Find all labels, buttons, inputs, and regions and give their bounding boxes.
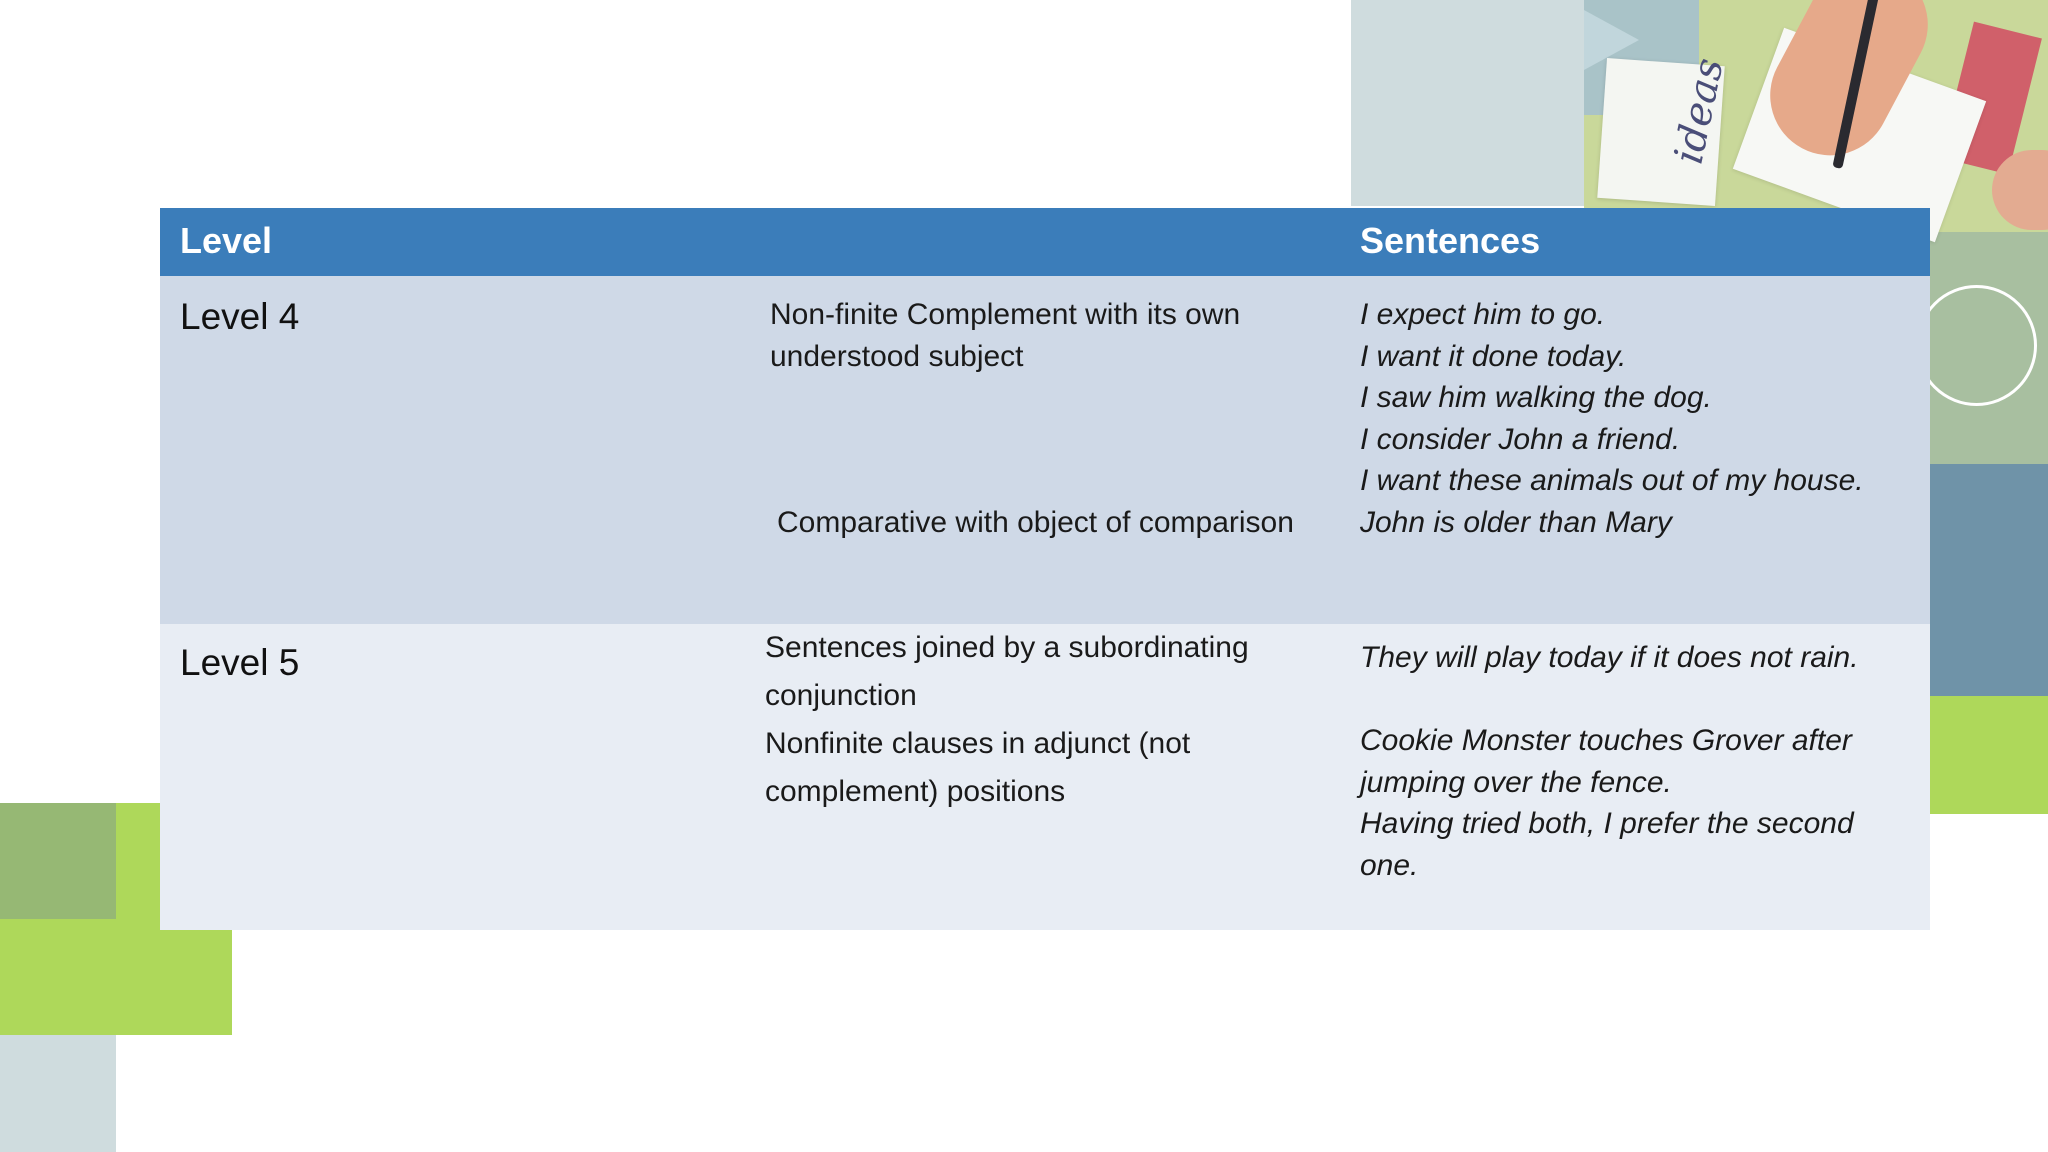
example-sentence: I consider John a friend. xyxy=(1360,422,1681,456)
example-sentence: Cookie Monster touches Grover after jumping over the fence. xyxy=(1360,724,1852,799)
decor-block-gray-bottom xyxy=(0,1035,116,1152)
structure-description: Non-finite Complement with its own understood subject xyxy=(770,298,1241,373)
table-row-level-4 xyxy=(160,276,1930,624)
decor-block-green-wide xyxy=(0,919,232,1035)
example-sentences xyxy=(1360,294,1920,544)
decor-block-steel xyxy=(1930,464,2048,696)
header-level: Level xyxy=(180,220,273,261)
structure-description: Sentences joined by a subordinating conjunction xyxy=(765,631,1249,712)
globe-icon xyxy=(1916,285,2037,406)
decor-block-olive xyxy=(0,803,116,919)
example-sentence: They will play today if it does not rain. xyxy=(1360,641,1859,674)
photo-card-handwriting: ideas xyxy=(1665,54,1733,168)
table-row-level-5 xyxy=(160,624,1930,930)
example-sentence: I saw him walking the dog. xyxy=(1360,381,1712,415)
sentence-level-table xyxy=(160,208,1930,930)
level-label: Level 5 xyxy=(180,642,300,683)
structure-description: Comparative with object of comparison xyxy=(777,506,1294,539)
decor-block-green xyxy=(1930,696,2048,814)
example-sentence: I want it done today. xyxy=(1360,339,1627,373)
table-header xyxy=(160,208,1930,276)
example-sentence: Having tried both, I prefer the second one. xyxy=(1360,807,1854,882)
level-label: Level 4 xyxy=(180,296,300,337)
example-sentence: I want these animals out of my house. xyxy=(1360,464,1864,498)
decor-block-gray xyxy=(1351,0,1584,206)
example-sentence: John is older than Mary xyxy=(1360,505,1672,539)
structure-description: Nonfinite clauses in adjunct (not complement) positions xyxy=(765,727,1191,808)
example-sentence: I expect him to go. xyxy=(1360,298,1606,331)
header-sentences: Sentences xyxy=(1360,220,1541,261)
decor-block-green-small xyxy=(116,803,160,933)
